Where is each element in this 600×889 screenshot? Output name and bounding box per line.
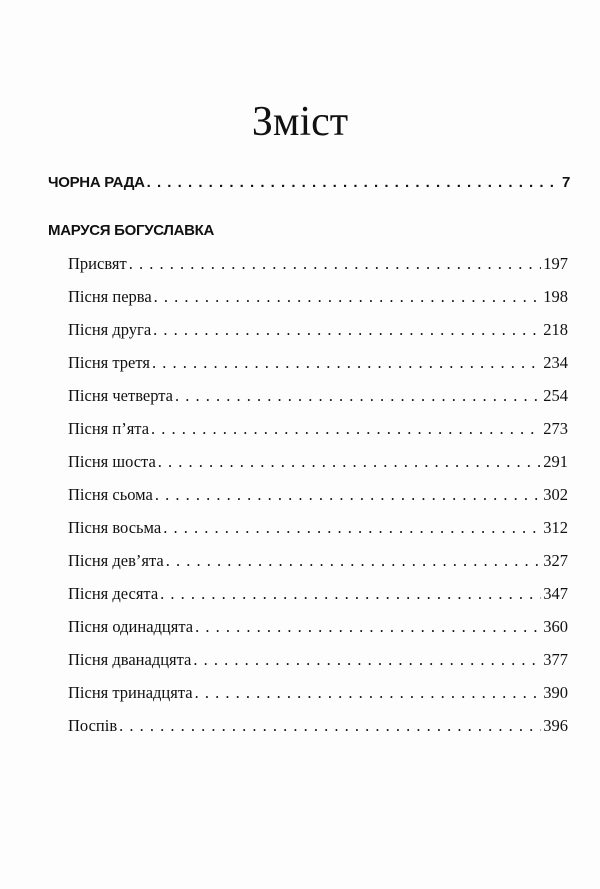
toc-entry-label: Пісня шоста xyxy=(68,452,156,471)
toc-entry-page: 396 xyxy=(543,716,568,735)
toc-entry-label: Пісня тринадцята xyxy=(68,683,193,702)
toc-entry[interactable] xyxy=(68,320,568,340)
toc-entry[interactable] xyxy=(68,584,568,604)
leader-dots xyxy=(151,419,541,439)
toc-entry-label: Пісня четверта xyxy=(68,386,173,405)
leader-dots xyxy=(163,518,541,538)
toc-entry[interactable] xyxy=(68,386,568,406)
toc-entry[interactable] xyxy=(68,287,568,307)
toc-entry-label: Пісня перва xyxy=(68,287,152,306)
toc-entry-page: 360 xyxy=(543,617,568,636)
toc-entry[interactable] xyxy=(68,683,568,703)
toc-entry[interactable] xyxy=(68,485,568,505)
leader-dots xyxy=(195,617,541,637)
leader-dots xyxy=(119,716,541,736)
toc-entry-label: Пісня дев’ята xyxy=(68,551,164,570)
leader-dots xyxy=(158,452,541,472)
toc-entry-label: Пісня друга xyxy=(68,320,152,339)
toc-entry-label: Пісня сьома xyxy=(68,485,153,504)
toc-entry[interactable] xyxy=(68,617,568,637)
toc-entry[interactable] xyxy=(68,353,568,373)
leader-dots xyxy=(154,287,542,307)
toc-entry-page: 312 xyxy=(543,518,568,537)
toc-entry-page: 198 xyxy=(543,287,568,306)
toc-entry-page: 7 xyxy=(561,174,570,191)
leader-dots xyxy=(166,551,542,571)
toc-entry-label: Пісня одинадцята xyxy=(68,617,194,636)
toc-entry-label: Присвят xyxy=(68,254,127,273)
leader-dots xyxy=(195,683,542,703)
leader-dots xyxy=(175,386,541,406)
toc-entry-label: Пісня третя xyxy=(68,353,150,372)
toc-entry-label: Пісня десята xyxy=(68,584,159,603)
toc-entry-page: 218 xyxy=(543,320,568,339)
toc-entry-label: Поспів xyxy=(68,716,118,735)
leader-dots xyxy=(193,650,541,670)
leader-dots xyxy=(153,320,541,340)
toc-entry-page: 377 xyxy=(543,650,568,669)
toc-entry-page: 291 xyxy=(543,452,568,471)
toc-entry[interactable] xyxy=(68,518,568,538)
toc-entry-chorna-rada[interactable] xyxy=(48,174,570,191)
leader-dots xyxy=(160,584,541,604)
toc-entry-page: 234 xyxy=(543,353,568,372)
toc-entry[interactable] xyxy=(68,254,568,274)
leader-dots xyxy=(152,353,541,373)
toc-entry[interactable] xyxy=(68,650,568,670)
leader-dots xyxy=(147,174,560,191)
toc-entry-label: ЧОРНА РАДА xyxy=(48,174,145,191)
toc-entry-label: Пісня п’ята xyxy=(68,419,150,438)
toc-entry-page: 197 xyxy=(543,254,568,273)
toc-entry-page: 390 xyxy=(543,683,568,702)
toc-entry-label: Пісня дванадцята xyxy=(68,650,192,669)
toc-entry[interactable] xyxy=(68,551,568,571)
toc-entry-page: 327 xyxy=(543,551,568,570)
leader-dots xyxy=(155,485,541,505)
toc-entry-page: 347 xyxy=(543,584,568,603)
toc-entry-page: 254 xyxy=(543,386,568,405)
toc-entry[interactable] xyxy=(68,716,568,736)
toc-entry-label: Пісня восьма xyxy=(68,518,162,537)
section-heading: МАРУСЯ БОГУСЛАВКА xyxy=(48,222,215,239)
toc-entry-page: 302 xyxy=(543,485,568,504)
toc-entry-page: 273 xyxy=(543,419,568,438)
toc-entry[interactable] xyxy=(68,419,568,439)
page-title: Зміст xyxy=(251,99,349,145)
leader-dots xyxy=(129,254,542,274)
toc-entry[interactable] xyxy=(68,452,568,472)
